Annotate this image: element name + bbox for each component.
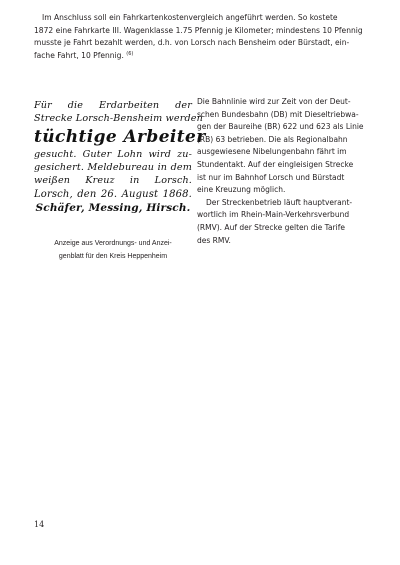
caption-line: genblatt für den Kreis Heppenheim [58,252,168,260]
body-line: ausgewiesene Nibelungenbahn fährt im [197,147,347,157]
intro-paragraph [34,12,367,62]
intro-line-text: fache Fahrt, 10 Pfennig. [34,50,124,60]
right-paragraph-1 [197,96,367,197]
intro-line [34,50,367,63]
advert-signature-line: Schäfer, Messing, Hirsch. [35,202,191,215]
body-line: Der Streckenbetrieb läuft hauptverant- [206,197,353,207]
advert-line: gesichert. Meldebureau in dem [34,161,192,173]
body-line: ist nur im Bahnhof Lorsch und Bürstadt [197,172,345,182]
body-line: schen Bundesbahn (DB) mit Dieseltriebwa- [197,109,359,119]
advert-line: weißen Kreuz in Lorsch. [34,174,192,186]
footnote-reference: (6) [126,50,134,57]
body-line: eine Kreuzung möglich. [197,185,286,195]
historical-advertisement [34,100,206,216]
advert-headline: tüchtige Arbeiter [34,126,206,147]
advert-line: Für die Erdarbeiten der [34,100,192,111]
caption-line: Anzeige aus Verordnungs- und Anzei- [54,240,172,247]
right-text-column [197,96,367,247]
advert-line: gesucht. Guter Lohn wird zu- [34,148,192,160]
body-line: Die Bahnlinie wird zur Zeit von der Deut- [197,97,351,106]
intro-line: musste je Fahrt bezahlt werden, d.h. von Lorsch nach Bensheim oder Bürstadt, ein- [34,38,350,48]
intro-line: Im Anschluss soll ein Fahrkartenkostenvergleich angeführt werden. So kostete [42,13,338,22]
advert-date-line: Lorsch, den 26. August 1868. [34,188,192,200]
body-line: des RMV. [197,235,231,245]
body-line: (RB) 63 betrieben. Die als Regionalbahn [197,134,348,144]
advert-line: Strecke Lorsch-Bensheim werden [34,112,203,124]
body-line: wortlich im Rhein-Main-Verkehrsverbund [197,210,350,220]
intro-line: 1872 eine Fahrkarte III. Wagenklasse 1.75 Pfennig je Kilometer; mindestens 10 Pfennig [34,25,363,35]
right-paragraph-2 [197,197,367,247]
advert-caption [34,238,192,263]
body-line: Stundentakt. Auf der eingleisigen Strecke [197,159,354,169]
page-number: 14 [34,520,45,529]
body-line: (RMV). Auf der Strecke gelten die Tarife [197,222,345,232]
body-line: gen der Baureihe (BR) 622 und 623 als Linie [197,122,364,132]
